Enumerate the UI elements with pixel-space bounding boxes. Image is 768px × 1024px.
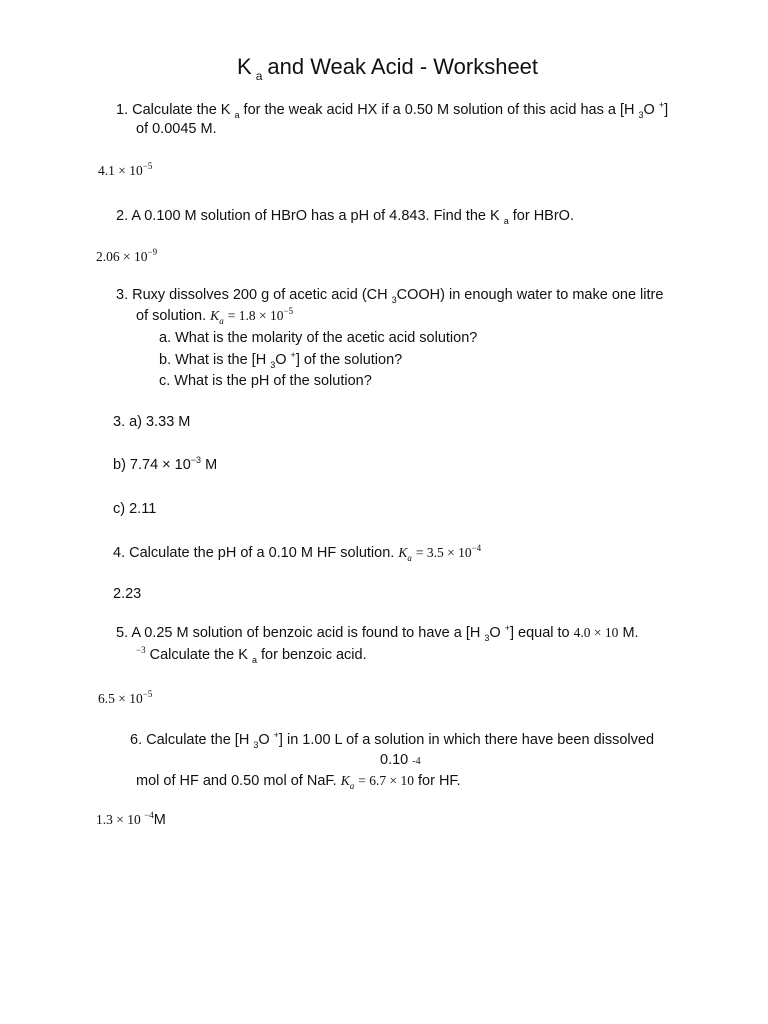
question-5-line-2: $^{-3}$ Calculate the K $_a$ for benzoic acid. (136, 645, 367, 665)
question-6-line-2: 0.10 -4 (380, 752, 421, 768)
answer-1: $4.1 \times 10^{-5}$ (98, 161, 153, 178)
answer-3b: b) $7.74 \times 10^{-3}$ M (113, 455, 218, 473)
question-4: 4. Calculate the pH of a 0.10 M HF solution. $K_a = 3.5 \times 10^{-4}$ (113, 543, 482, 563)
answer-4: 2.23 (113, 586, 142, 602)
question-3-line-2: of solution. $K_a = 1.8 \times 10^{-5}$ (136, 306, 294, 326)
question-2: 2. A 0.100 M solution of HBrO has a pH of 4.843. Find the K $_a$ for HBrO. (116, 208, 574, 226)
answer-5: $6.5 \times 10^{-5}$ (98, 689, 153, 706)
answer-3a: 3. a) 3.33 M (113, 414, 191, 430)
answer-2: $2.06 \times 10^{-9}$ (96, 247, 158, 264)
question-6-line-3: mol of HF and 0.50 mol of NaF. $K_a = 6.7 \times 10$ for HF. (136, 773, 461, 791)
question-3b: b. What is the [H $_3$O +] of the solution? (159, 350, 403, 370)
question-3a: a. What is the molarity of the acetic acid solution? (159, 330, 478, 346)
question-5: 5. A 0.25 M solution of benzoic acid is found to have a [H $_3$O +] equal to 4.0 × 10 M. (116, 623, 639, 643)
worksheet-title: K $_a$ and Weak Acid - Worksheet (237, 54, 539, 83)
answer-3c: c) 2.11 (113, 501, 157, 517)
question-3: 3. Ruxy dissolves 200 g of acetic acid (CH $_3$COOH) in enough water to make one litre (116, 287, 664, 305)
answer-6: 1.3 × 10 $^{-4}$M (96, 810, 166, 828)
question-1-line-2: of 0.0045 M. (136, 121, 217, 137)
question-1: 1. Calculate the K $_a$ for the weak acid HX if a 0.50 M solution of this acid has a [H $_3$O +] (116, 100, 669, 120)
question-3c: c. What is the pH of the solution? (159, 373, 372, 389)
question-6: 6. Calculate the [H $_3$O +] in 1.00 L of a solution in which there have been dissolved (130, 730, 655, 750)
